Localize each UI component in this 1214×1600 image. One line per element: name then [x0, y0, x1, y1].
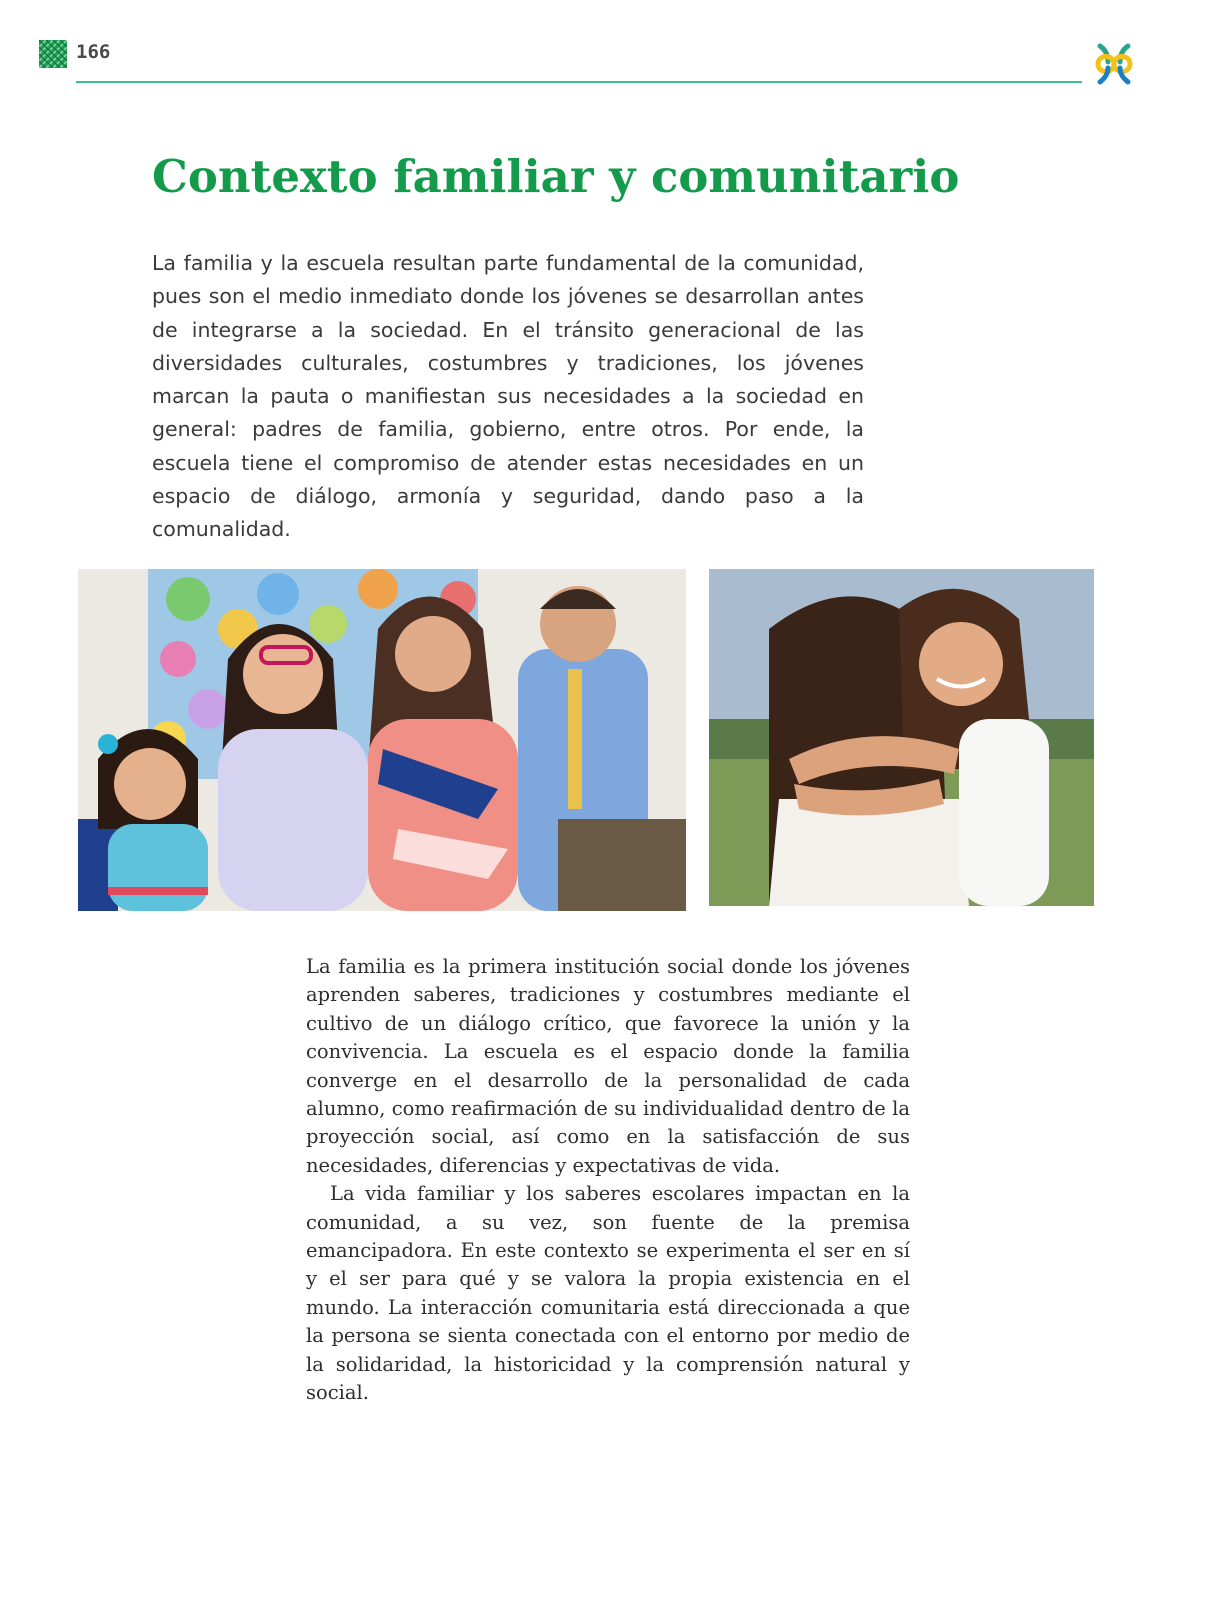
family-photo — [78, 569, 686, 911]
page-number: 166 — [76, 41, 111, 63]
header-rule — [76, 81, 1082, 83]
body-text — [306, 953, 910, 1408]
page-title: Contexto familiar y comunitario — [152, 150, 960, 203]
intro-paragraph: La familia y la escuela resultan parte fundamental de la comunidad, pues son el medio inmediato donde los jóvenes se desarrollan antes de integrarse a la sociedad. En el tránsito generacional de las diversidades culturales, costumbres y tradiciones, los jóvenes marcan la pauta o manifiestan sus necesidades a la sociedad en general: padres de familia, gobierno, entre otros. Por ende, la escuela tiene el compromiso de atender estas necesidades en un espacio de diálogo, armonía y seguridad, dando paso a la comunalidad. — [152, 251, 864, 542]
chapter-pattern-icon — [39, 40, 67, 68]
body-paragraph-1: La familia es la primera institución social donde los jóvenes aprenden saberes, tradiciones y costumbres mediante el cultivo de un diálogo crítico, que favorece la unión y la convivencia. La escuela es el espacio donde la familia converge en el desarrollo de la personalidad de cada alumno, como reafirmación de su individualidad dentro de la proyección social, así como en la satisfacción de sus necesidades, diferencias y expectativas de vida. — [306, 955, 910, 1177]
body-paragraph-2: La vida familiar y los saberes escolares impactan en la comunidad, a su vez, son fuente de la premisa emancipadora. En este contexto se experimenta el ser en sí y el ser para qué y se valora la propia existencia en el mundo. La interacción comunitaria está direccionada a que la persona se sienta conectada con el entorno por medio de la solidaridad, la historicidad y la comprensión natural y social. — [306, 1182, 910, 1405]
hug-photo — [709, 569, 1094, 906]
program-logo-icon — [1090, 40, 1138, 88]
